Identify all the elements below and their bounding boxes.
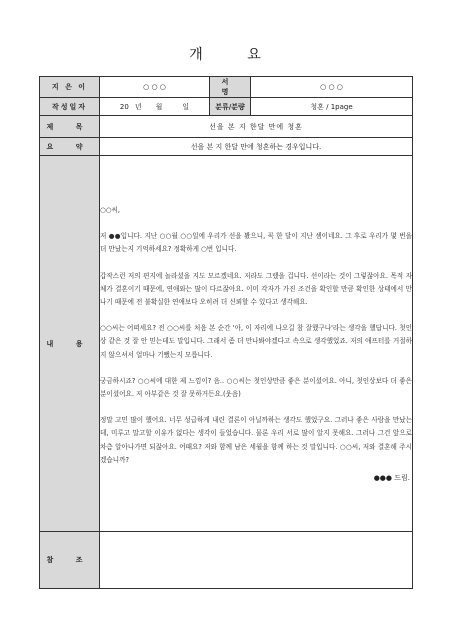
author-value[interactable]: ○ ○ ○ [100, 77, 210, 98]
date-year: 20 [119, 102, 129, 111]
author-label: 지 은 이 [40, 77, 100, 98]
letter-body[interactable] [100, 156, 413, 532]
letter-paragraph-5: 정말 고민 많이 했어요. 너무 성급하게 내린 결론이 아닐까하는 생각도 했었구요. 그러나 좋은 사람을 만났는데, 미루고 말고할 이유가 없다는 생각이 들었습니다. 물론 우리 서로 많이 알지 못해요. 그러나 그건 앞으로 차츰 알아나가면 되잖아요. 어때요? 저와 함께 남은 세월을 함께 하는 것 말입니다. ○○씨, 저와 결혼해 주시겠습니까? [100, 416, 412, 464]
summary-value[interactable]: 선을 본 지 한달 만에 청혼하는 경우입니다. [100, 138, 413, 156]
signature-label: 서 명 [210, 77, 251, 98]
category-label: 분류/분량 [210, 98, 251, 116]
reference-label: 참 조 [40, 532, 100, 589]
date-value[interactable] [100, 98, 210, 116]
letter-paragraph-3: ○○씨는 어떠세요? 전 ○○씨를 처음 본 순간 '아, 이 자리에 나오길 참 잘했구나'라는 생각을 했답니다. 첫인상 같은 것 잘 안 믿는데도 말입니다. 그래서 좀 더 만나봐야겠다고 속으로 생각했었죠. 저의 애프터를 거절하지 않으셔서 얼마나 기뻤는지 모릅니다. [100, 324, 412, 359]
date-label: 작성일자 [40, 98, 100, 116]
letter-paragraph-1: 저 ●●입니다. 지난 ○○월 ○○일에 우리가 선을 봤으니, 꼭 한 달이 지난 셈이네요. 그 후로 우리가 몇 번을 더 만났는지 기억하세요? 정확하게 ○번 입니다. [100, 232, 412, 254]
subject-label: 제 목 [40, 116, 100, 138]
letter-paragraph-4: 궁금하시죠? ○○씨에 대한 제 느낌이? 음.. ○○씨는 첫인상만큼 좋은 분이셨어요. 아니, 첫인상보다 더 좋은 분이셨어요. 저 아부같은 것 잘 못하거든요.(웃음) [100, 376, 412, 398]
signature-value[interactable]: ○ ○ ○ [251, 77, 413, 98]
summary-label: 요 약 [40, 138, 100, 156]
date-row [40, 98, 413, 116]
category-value[interactable]: 청혼 / 1page [251, 98, 413, 116]
letter-signature: ●●● 드림. [373, 474, 410, 483]
date-day-unit: 일 [182, 102, 190, 111]
date-year-unit: 년 [134, 102, 142, 111]
date-month-unit: 월 [155, 102, 163, 111]
content-label: 내 용 [40, 156, 100, 532]
content-row [40, 156, 413, 532]
author-row [40, 77, 413, 98]
reference-row [40, 532, 413, 589]
letter-greeting: ○○씨, [100, 205, 120, 214]
summary-row [40, 138, 413, 156]
summary-form [39, 76, 413, 589]
page-title: 개 요 [189, 47, 281, 63]
reference-value[interactable] [100, 532, 413, 589]
subject-value[interactable]: 선을 본 지 한달 만에 청혼 [100, 116, 413, 138]
subject-row [40, 116, 413, 138]
letter-paragraph-2: 갑작스런 저의 편지에 놀라셨을 지도 모르겠네요. 저라도 그랬을 겁니다. 선이라는 것이 그렇잖아요. 목적 자체가 결혼이기 때문에, 연애와는 많이 다르잖아요. 이미 각자가 가진 조건을 확인할 만큼 확인한 상태에서 만나기 때문에 전 불확실한 연애보다 오히려 더 신뢰할 수 있다고 생각해요. [100, 271, 412, 306]
